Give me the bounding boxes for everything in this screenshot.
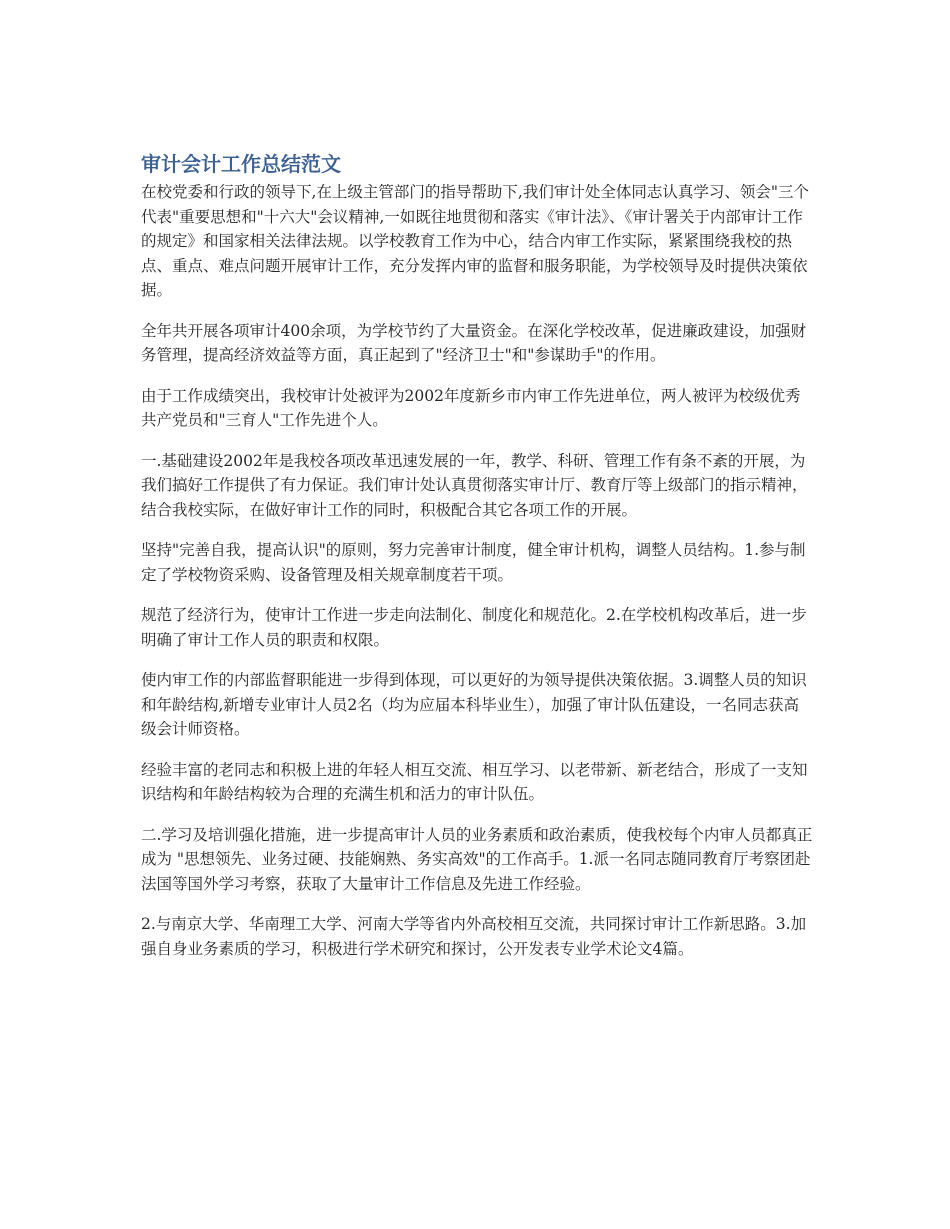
- paragraph-4: 一.基础建设2002年是我校各项改革迅速发展的一年，教学、科研、管理工作有条不紊的开展，为我们搞好工作提供了有力保证。我们审计处认真贯彻落实审计厅、教育厅等上级部门的指示精神，结合我校实际，在做好审计工作的同时，积极配合其它各项工作的开展。: [141, 451, 808, 519]
- paragraph-1: 在校党委和行政的领导下,在上级主管部门的指导帮助下,我们审计处全体同志认真学习、领会"三个代表"重要思想和"十六大"会议精神,一如既往地贯彻和落实《审计法》、《审计署关于内部审计工作的规定》和国家相关法律法规。以学校教育工作为中心，结合内审工作实际，紧紧围绕我校的热点、重点、难点问题开展审计工作，充分发挥内审的监督和服务职能，为学校领导及时提供决策依据。: [141, 183, 809, 299]
- paragraph-5: 坚持"完善自我，提高认识"的原则，努力完善审计制度，健全审计机构，调整人员结构。1.参与制定了学校物资采购、设备管理及相关规章制度若干项。: [141, 541, 806, 584]
- document-title: 审计会计工作总结范文: [141, 152, 341, 176]
- paragraph-2: 全年共开展各项审计400余项，为学校节约了大量资金。在深化学校改革，促进廉政建设，加强财务管理，提高经济效益等方面，真正起到了"经济卫士"和"参谋助手"的作用。: [141, 321, 807, 364]
- paragraph-3: 由于工作成绩突出，我校审计处被评为2002年度新乡市内审工作先进单位，两人被评为校级优秀共产党员和"三育人"工作先进个人。: [141, 386, 801, 429]
- document-page: [141, 150, 813, 977]
- paragraph-7: 使内审工作的内部监督职能进一步得到体现，可以更好的为领导提供决策依据。3.调整人员的知识和年龄结构,新增专业审计人员2名（均为应届本科毕业生），加强了审计队伍建设，一名同志获高级会计师资格。: [141, 671, 807, 738]
- paragraph-9: 二.学习及培训强化措施，进一步提高审计人员的业务素质和政治素质，使我校每个内审人员都真正成为 "思想领先、业务过硬、技能娴熟、务实高效"的工作高手。1.派一名同志随同教育厅考察团赴法国等国外学习考察，获取了大量审计工作信息及先进工作经验。: [141, 825, 813, 893]
- paragraph-6: 规范了经济行为，使审计工作进一步走向法制化、制度化和规范化。2.在学校机构改革后，进一步明确了审计工作人员的职责和权限。: [141, 606, 807, 649]
- paragraph-8: 经验丰富的老同志和积极上进的年轻人相互交流、相互学习、以老带新、新老结合，形成了一支知识结构和年龄结构较为合理的充满生机和活力的审计队伍。: [141, 760, 808, 803]
- paragraph-10: 2.与南京大学、华南理工大学、河南大学等省内外高校相互交流，共同探讨审计工作新思路。3.加强自身业务素质的学习，积极进行学术研究和探讨，公开发表专业学术论文4篇。: [141, 915, 807, 958]
